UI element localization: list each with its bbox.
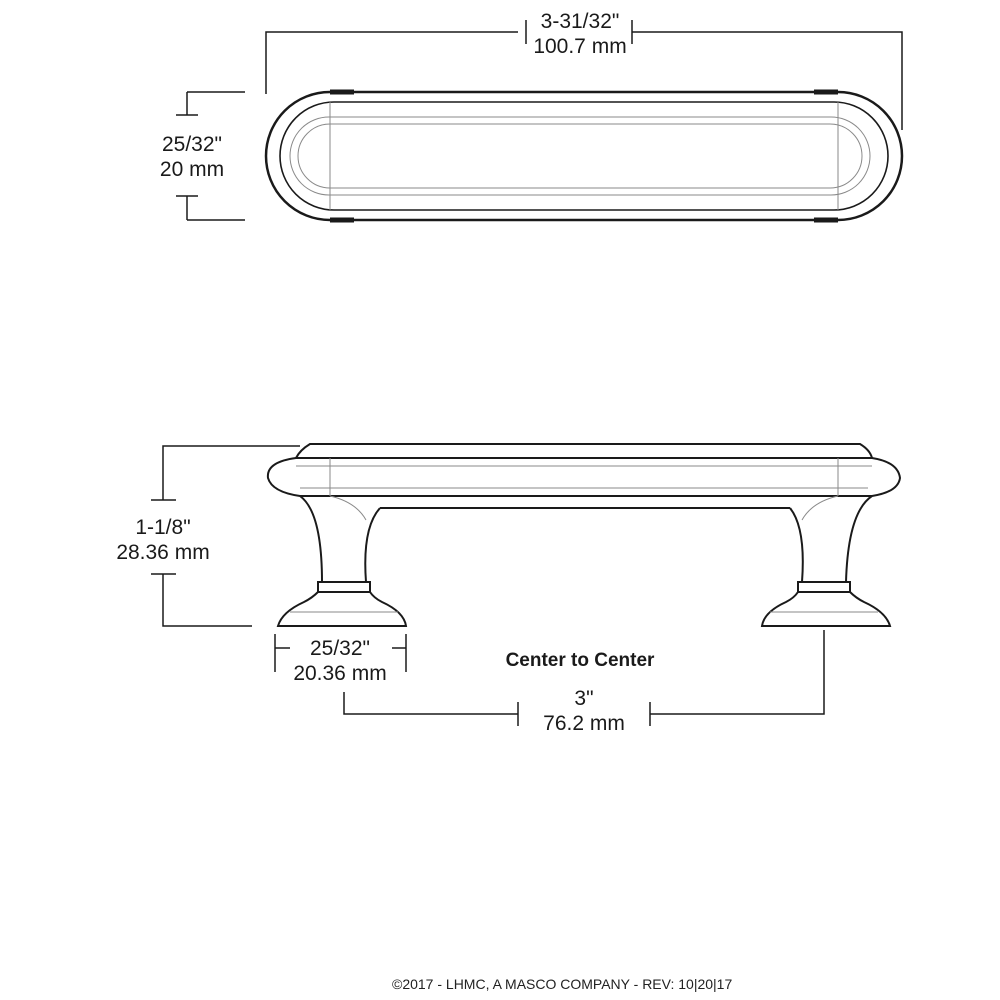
top-view-inner-rim bbox=[280, 102, 888, 210]
right-post-collar bbox=[798, 582, 850, 592]
top-view-outline bbox=[266, 92, 902, 220]
center-label bbox=[526, 686, 642, 736]
length-inches: 3-31/32" bbox=[540, 10, 620, 33]
top-view-pull bbox=[266, 92, 902, 220]
width-mm: 20 mm bbox=[159, 158, 225, 181]
top-view-groove-outer bbox=[290, 117, 870, 195]
copyright-footer: ©2017 - LHMC, A MASCO COMPANY - REV: 10|20|17 bbox=[392, 976, 733, 992]
base-label bbox=[284, 636, 396, 686]
top-view-groove-inner bbox=[298, 124, 862, 188]
bar-body bbox=[268, 458, 900, 496]
length-label bbox=[530, 9, 630, 59]
height-label bbox=[105, 515, 221, 565]
center-inches: 3" bbox=[574, 687, 594, 710]
left-base bbox=[278, 592, 406, 626]
width-label bbox=[140, 132, 244, 182]
height-inches: 1-1/8" bbox=[135, 516, 191, 539]
right-base bbox=[762, 592, 890, 626]
width-inches: 25/32" bbox=[161, 133, 222, 156]
bar-top-edge bbox=[296, 444, 872, 458]
length-mm: 100.7 mm bbox=[533, 35, 627, 58]
center-to-center-title: Center to Center bbox=[505, 650, 655, 671]
base-mm: 20.36 mm bbox=[293, 662, 387, 685]
left-post bbox=[300, 496, 380, 582]
base-inches: 25/32" bbox=[309, 637, 370, 660]
right-post bbox=[790, 496, 872, 582]
height-mm: 28.36 mm bbox=[116, 541, 210, 564]
left-post-collar bbox=[318, 582, 370, 592]
side-view-pull bbox=[268, 444, 900, 626]
center-mm: 76.2 mm bbox=[543, 712, 625, 735]
